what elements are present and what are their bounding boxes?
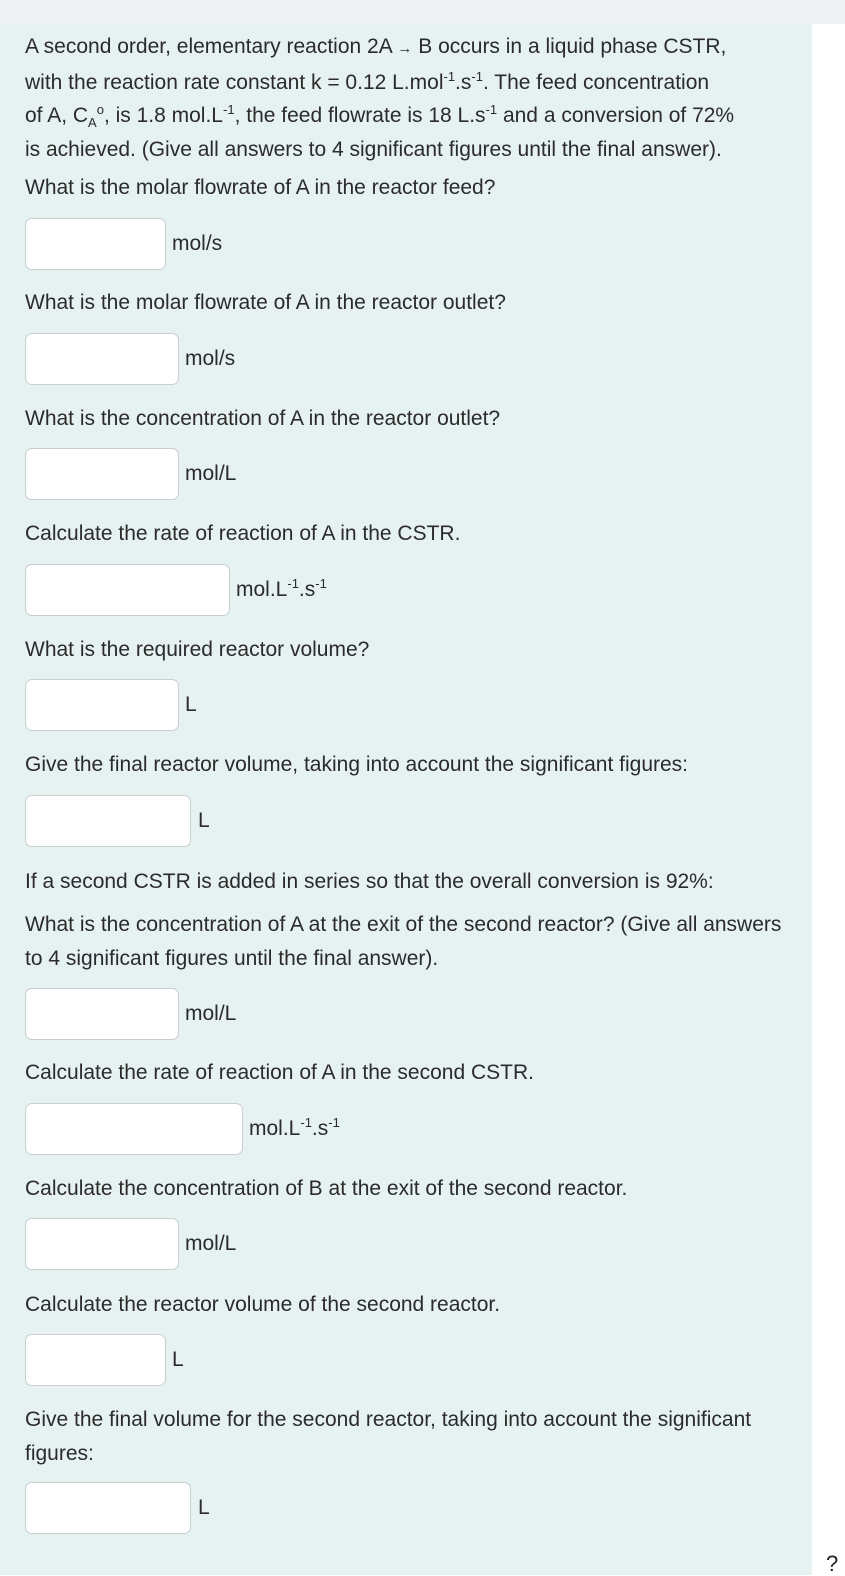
problem-statement — [25, 30, 795, 166]
problem-line-2: with the reaction rate constant k = 0.12 $L.mol^{-1}.s^{-1}$. The feed concentration — [25, 68, 710, 94]
answer-input-9[interactable] — [25, 1218, 179, 1270]
question-text-11: Give the final volume for the second reactor, taking into account the significant figures: — [25, 1408, 752, 1465]
answer-input-3[interactable] — [25, 448, 179, 500]
unit-label-2: mol/s — [185, 347, 236, 370]
answer-input-2[interactable] — [25, 333, 179, 385]
second-cstr-intro: If a second CSTR is added in series so that the overall conversion is 92%: — [25, 870, 714, 893]
unit-label-10: L — [172, 1348, 184, 1371]
answer-input-11[interactable] — [25, 1482, 191, 1534]
answer-input-8[interactable] — [25, 1103, 243, 1155]
help-icon[interactable]: ? — [826, 1551, 839, 1576]
question-text-5: What is the required reactor volume? — [25, 638, 370, 661]
unit-label-4: $mol.L^{-1}.s^{-1}$ — [236, 576, 327, 601]
problem-line-1: A second order, elementary reaction 2A → B occurs in a liquid phase CSTR, — [25, 35, 727, 58]
right-margin — [812, 24, 845, 1575]
answer-input-1[interactable] — [25, 218, 166, 270]
unit-label-7: mol/L — [185, 1002, 237, 1025]
question-text-8: Calculate the rate of reaction of A in the second CSTR. — [25, 1061, 534, 1084]
question-text-7: What is the concentration of A at the exit of the second reactor? (Give all answers to 4 significant figures until the final answer). — [25, 913, 782, 970]
question-text-2: What is the molar flowrate of A in the reactor outlet? — [25, 291, 506, 314]
unit-label-3: mol/L — [185, 462, 237, 485]
unit-label-11: L — [198, 1496, 210, 1519]
question-text-10: Calculate the reactor volume of the second reactor. — [25, 1293, 501, 1316]
unit-label-9: mol/L — [185, 1232, 237, 1255]
unit-label-5: L — [185, 693, 197, 716]
unit-label-1: mol/s — [172, 232, 223, 255]
problem-line-3: of A, $C_A^o$, is 1.8 $mol.L^{-1}$, the feed flowrate is 18 $L.s^{-1}$ and a conversion of 72% — [25, 102, 735, 131]
question-text-4: Calculate the rate of reaction of A in the CSTR. — [25, 522, 461, 545]
answer-input-5[interactable] — [25, 679, 179, 731]
answer-input-4[interactable] — [25, 564, 230, 616]
unit-label-8: $mol.L^{-1}.s^{-1}$ — [249, 1115, 340, 1140]
top-bar — [0, 0, 845, 24]
unit-label-6: L — [198, 809, 210, 832]
answer-input-6[interactable] — [25, 795, 191, 847]
answer-input-10[interactable] — [25, 1334, 166, 1386]
question-text-9: Calculate the concentration of B at the exit of the second reactor. — [25, 1177, 628, 1200]
answer-input-7[interactable] — [25, 988, 179, 1040]
question-text-1: What is the molar flowrate of A in the reactor feed? — [25, 176, 496, 199]
question-text-3: What is the concentration of A in the reactor outlet? — [25, 407, 501, 430]
question-text-6: Give the final reactor volume, taking into account the significant figures: — [25, 753, 689, 776]
problem-line-4: is achieved. (Give all answers to 4 significant figures until the final answer). — [25, 137, 722, 161]
